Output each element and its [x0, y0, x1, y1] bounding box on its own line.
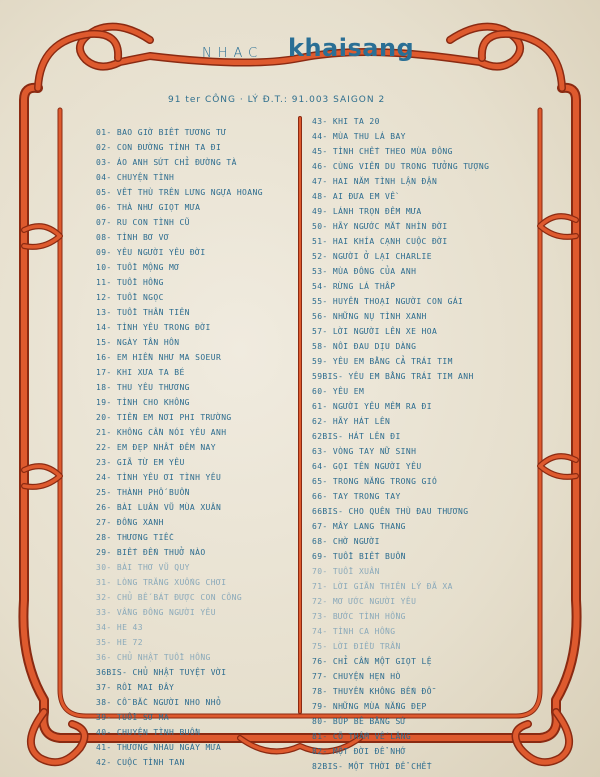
song-list-item: 66- TAY TRONG TAY	[312, 492, 401, 501]
song-list-item: 76- CHỈ CẦN MỘT GIỌT LỆ	[312, 657, 432, 666]
song-list-item: 01- BAO GIỜ BIẾT TƯƠNG TƯ	[96, 128, 227, 137]
song-list-item: 41- THƯƠNG NHAU NGÀY MƯA	[96, 743, 222, 752]
song-list-item: 74- TÌNH CA HỒNG	[312, 627, 396, 636]
song-list-item: 34- HE 43	[96, 623, 143, 632]
song-list-item: 47- HAI NĂM TÌNH LẬN ĐẬN	[312, 177, 438, 186]
song-list-item: 51- HAI KHÍA CẠNH CUỘC ĐỜI	[312, 237, 448, 246]
song-list-item: 20- TIỄN EM NƠI PHI TRƯỜNG	[96, 413, 232, 422]
song-list-item: 43- KHI TA 20	[312, 117, 380, 126]
song-list-item: 27- ĐỒNG XANH	[96, 518, 164, 527]
song-list-item: 57- LỜI NGƯỜI LÊN XE HOA	[312, 327, 438, 336]
song-list-item: 68- CHỜ NGƯỜI	[312, 537, 380, 546]
song-list-item: 80- BÚP BÊ BẰNG SỨ	[312, 717, 406, 726]
song-list-item: 23- GIÃ TỪ EM YÊU	[96, 458, 185, 467]
song-list-item: 37- RỒI MAI ĐÂY	[96, 683, 175, 692]
song-list-item: 65- TRONG NẮNG TRONG GIÓ	[312, 477, 438, 486]
logo-word-khaisang: khaisang	[288, 34, 415, 62]
song-list-item: 40- CHUYỆN TÌNH BUỒN	[96, 728, 201, 737]
song-list-item: 28- THƯƠNG TIẾC	[96, 533, 175, 542]
publisher-address: 91 ter CÔNG · LÝ Đ.T.: 91.003 SAIGON 2	[168, 95, 386, 105]
song-list-item: 73- BƯỚC TÌNH HỒNG	[312, 612, 406, 621]
song-list-item: 58- NỖI ĐAU DỊU DÀNG	[312, 342, 417, 351]
song-list-item: 67- MÂY LANG THANG	[312, 522, 406, 531]
khaisang-logo	[180, 34, 440, 70]
song-list-item: 50- HÃY NGƯỚC MẮT NHÌN ĐỜI	[312, 222, 448, 231]
song-list-item: 45- TÌNH CHẾT THEO MÙA ĐÔNG	[312, 147, 453, 156]
song-list-item: 08- TÌNH BƠ VƠ	[96, 233, 170, 242]
song-list-item: 66BIS- CHO QUÊN THÙ ĐAU THƯƠNG	[312, 507, 469, 516]
song-list-item: 02- CON ĐƯỜNG TÌNH TA ĐI	[96, 143, 222, 152]
song-list-item: 82BIS- MỘT THỜI ĐỂ CHẾT	[312, 762, 432, 771]
song-list-item: 05- VẾT THÙ TRÊN LƯNG NGỰA HOANG	[96, 188, 263, 197]
song-list-left	[96, 126, 336, 771]
song-list-item: 15- NGÀY TÂN HÔN	[96, 338, 180, 347]
song-list-item: 63- VÒNG TAY NỮ SINH	[312, 447, 417, 456]
song-list-item: 31- LÒNG TRĂNG XUỐNG CHƠI	[96, 578, 227, 587]
song-list-item: 53- MÙA ĐÔNG CỦA ANH	[312, 267, 417, 276]
song-list-item: 17- KHI XƯA TA BÉ	[96, 368, 185, 377]
song-list-item: 04- CHUYỆN TÌNH	[96, 173, 175, 182]
song-list-item: 82- MỘT ĐỜI ĐỂ NHỚ	[312, 747, 406, 756]
song-list-right	[312, 115, 552, 775]
song-list-item: 11- TUỔI HỒNG	[96, 278, 164, 287]
song-list-item: 72- MƠ ƯỚC NGƯỜI YÊU	[312, 597, 417, 606]
song-list-item: 64- GỌI TÊN NGƯỜI YÊU	[312, 462, 422, 471]
song-list-item: 55- HUYỀN THOẠI NGƯỜI CON GÁI	[312, 297, 464, 306]
song-list-item: 22- EM ĐẸP NHẤT ĐÊM NAY	[96, 443, 216, 452]
song-list-item: 13- TUỔI THẦN TIÊN	[96, 308, 190, 317]
song-list-item: 42- CUỘC TÌNH TAN	[96, 758, 185, 767]
song-list-item: 79- NHỮNG MÙA NẮNG ĐẸP	[312, 702, 427, 711]
song-list-item: 49- LÁNH TRỌN ĐÊM MƯA	[312, 207, 422, 216]
song-list-item: 71- LỜI GIÃN THIÊN LÝ ĐÃ XA	[312, 582, 453, 591]
song-list-item: 46- CÙNG VIỄN DU TRONG TƯỞNG TƯỢNG	[312, 162, 490, 171]
song-list-item: 81- CÕ THẤM VẾ LĂNG	[312, 732, 412, 741]
song-list-item: 16- EM HIỀN NHƯ MA SOEUR	[96, 353, 222, 362]
song-list-item: 38- CỖ BẮC NGƯỜI NHO NHỎ	[96, 698, 222, 707]
song-list-item: 36BIS- CHỦ NHẬT TUYỆT VỜI	[96, 668, 227, 677]
song-list-item: 60- YÊU EM	[312, 387, 365, 396]
song-list-item: 62BIS- HÁT LÊN ĐI	[312, 432, 401, 441]
song-list-item: 69- TUỔI BIẾT BUỒN	[312, 552, 406, 561]
song-list-item: 78- THUYỀN KHÔNG BẾN ĐỖ	[312, 687, 432, 696]
song-list-item: 54- RỪNG LÁ THẤP	[312, 282, 396, 291]
song-list-item: 48- AI ĐƯA EM VỀ	[312, 192, 396, 201]
song-list-item: 75- LỜI ĐIỀU TRẦN	[312, 642, 401, 651]
song-list-item: 56- NHỮNG NỤ TÌNH XANH	[312, 312, 427, 321]
song-list-item: 59BIS- YÊU EM BẰNG TRÁI TIM ANH	[312, 372, 474, 381]
song-list-item: 24- TÌNH YÊU ƠI TÌNH YÊU	[96, 473, 222, 482]
song-list-item: 19- TÌNH CHO KHÔNG	[96, 398, 190, 407]
song-list-item: 09- YÊU NGƯỜI YÊU ĐỜI	[96, 248, 206, 257]
song-list-item: 77- CHUYỆN HẸN HÒ	[312, 672, 401, 681]
song-list-item: 61- NGƯỜI YÊU MỀM RA ĐI	[312, 402, 432, 411]
song-list-item: 44- MÙA THU LÁ BAY	[312, 132, 406, 141]
song-list-item: 06- THÀ NHƯ GIỌT MƯA	[96, 203, 201, 212]
song-list-item: 59- YÊU EM BẰNG CẢ TRÁI TIM	[312, 357, 453, 366]
song-list-item: 12- TUỔI NGỌC	[96, 293, 164, 302]
song-list-item: 29- BIẾT ĐẾN THUỞ NÀO	[96, 548, 206, 557]
song-list-item: 33- VẦNG ĐÔNG NGƯỜI YÊU	[96, 608, 216, 617]
song-list-item: 32- CHỦ BẾ BÁT ĐƯỢC CON CÔNG	[96, 593, 243, 602]
song-list-item: 35- HE 72	[96, 638, 143, 647]
song-list-item: 10- TUỔI MỘNG MƠ	[96, 263, 180, 272]
song-list-item: 26- BÀI LUÂN VŨ MÙA XUÂN	[96, 503, 222, 512]
logo-word-nhac: NHAC	[202, 46, 264, 61]
song-list-item: 70- TUỔI XUÂN	[312, 567, 380, 576]
song-list-item: 39- TUỔI SƠ MA	[96, 713, 170, 722]
song-list-item: 03- ÁO ANH SỨT CHỈ ĐƯỜNG TÀ	[96, 158, 237, 167]
song-list-item: 52- NGƯỜI Ở LẠI CHARLIE	[312, 252, 432, 261]
song-list-item: 07- RU CON TÌNH CŨ	[96, 218, 190, 227]
song-list-item: 62- HÃY HÁT LÊN	[312, 417, 391, 426]
song-list-item: 25- THÀNH PHỐ BUỒN	[96, 488, 190, 497]
song-list-item: 14- TÌNH YÊU TRONG ĐỜI	[96, 323, 211, 332]
song-list-item: 36- CHỦ NHẬT TUỔI HỒNG	[96, 653, 211, 662]
song-list-item: 18- THU YÊU THƯƠNG	[96, 383, 190, 392]
song-list-item: 21- KHÔNG CẦN NÓI YÊU ANH	[96, 428, 227, 437]
song-list-item: 30- BÀI THƠ VŨ QUY	[96, 563, 190, 572]
